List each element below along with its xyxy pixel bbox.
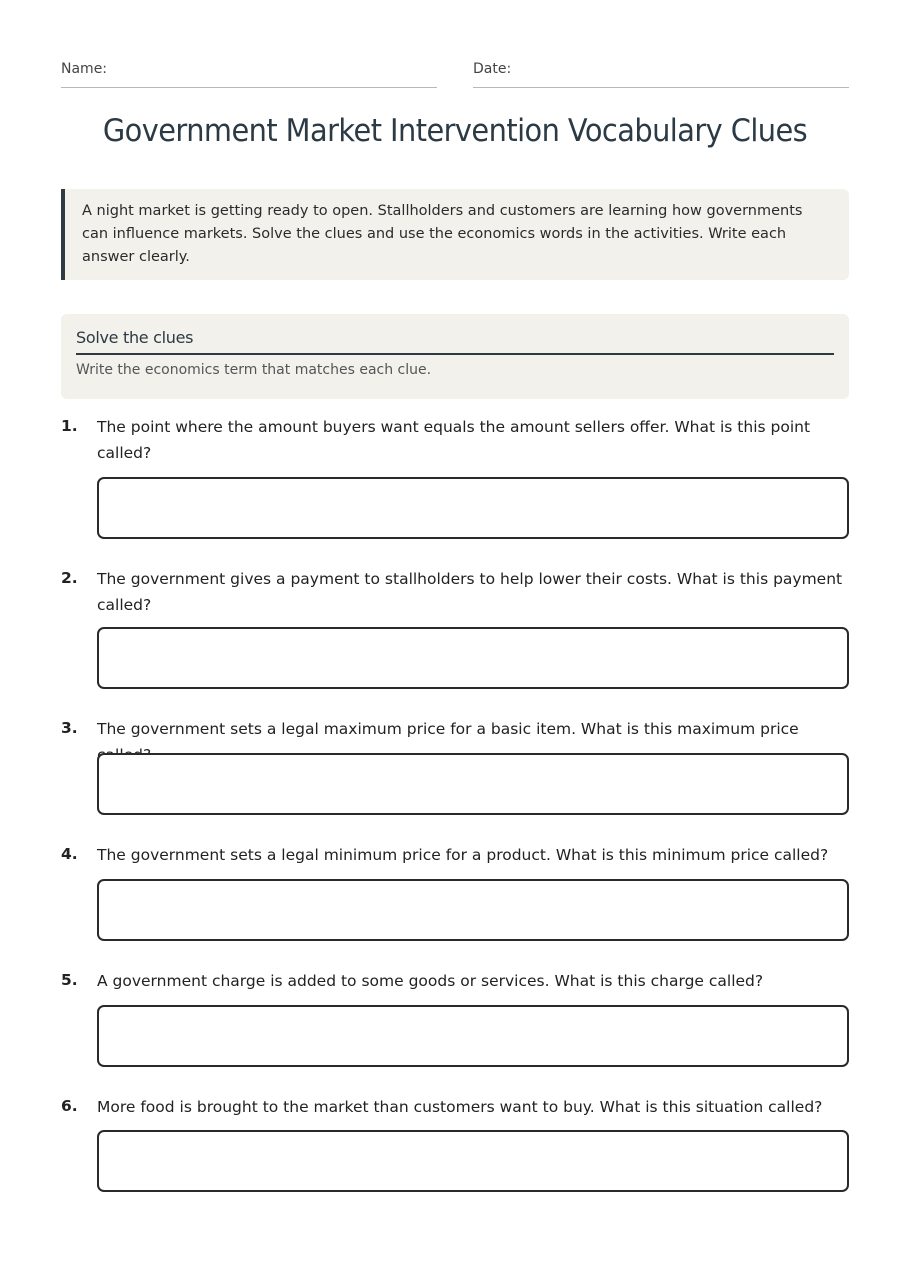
answer-box-6[interactable] (97, 1130, 849, 1192)
question-number: 3. (61, 719, 78, 737)
question-number: 4. (61, 845, 78, 863)
question-text: A government charge is added to some goods or services. What is this charge called? (97, 972, 764, 990)
date-field[interactable] (473, 61, 849, 88)
question-text: The government sets a legal minimum price for a product. What is this minimum price called? (97, 846, 829, 864)
answer-box-2[interactable] (97, 627, 849, 689)
intro-text: A night market is getting ready to open. Stallholders and customers are learning how governments can influence markets. Solve the clues and use the economics words in the activities. Write each answer clearly. (82, 203, 803, 265)
question-text: The point where the amount buyers want equals the amount sellers offer. What is this point called? (97, 418, 811, 462)
page-title: Government Market Intervention Vocabulary Clues (102, 113, 808, 149)
name-label: Name: (61, 61, 108, 77)
answer-box-5[interactable] (97, 1005, 849, 1067)
name-field[interactable] (61, 61, 437, 88)
answer-box-4[interactable] (97, 879, 849, 941)
name-date-row (61, 61, 849, 89)
question-number: 5. (61, 971, 78, 989)
section-title: Solve the clues (76, 328, 834, 355)
question-number: 2. (61, 569, 78, 587)
question-text: The government sets a legal maximum price for a basic item. What is this maximum price (97, 720, 799, 738)
section-header (61, 314, 849, 399)
question-number: 1. (61, 417, 78, 435)
answer-box-3[interactable] (97, 753, 849, 815)
question-number: 6. (61, 1097, 78, 1115)
date-label: Date: (473, 61, 512, 77)
answer-box-1[interactable] (97, 477, 849, 539)
question-text: More food is brought to the market than customers want to buy. What is this situation called? (97, 1098, 823, 1116)
section-subtitle: Write the economics term that matches each clue. (76, 362, 432, 378)
question-text: The government gives a payment to stallholders to help lower their costs. What is this payment called? (97, 570, 843, 614)
intro-panel (61, 189, 849, 280)
